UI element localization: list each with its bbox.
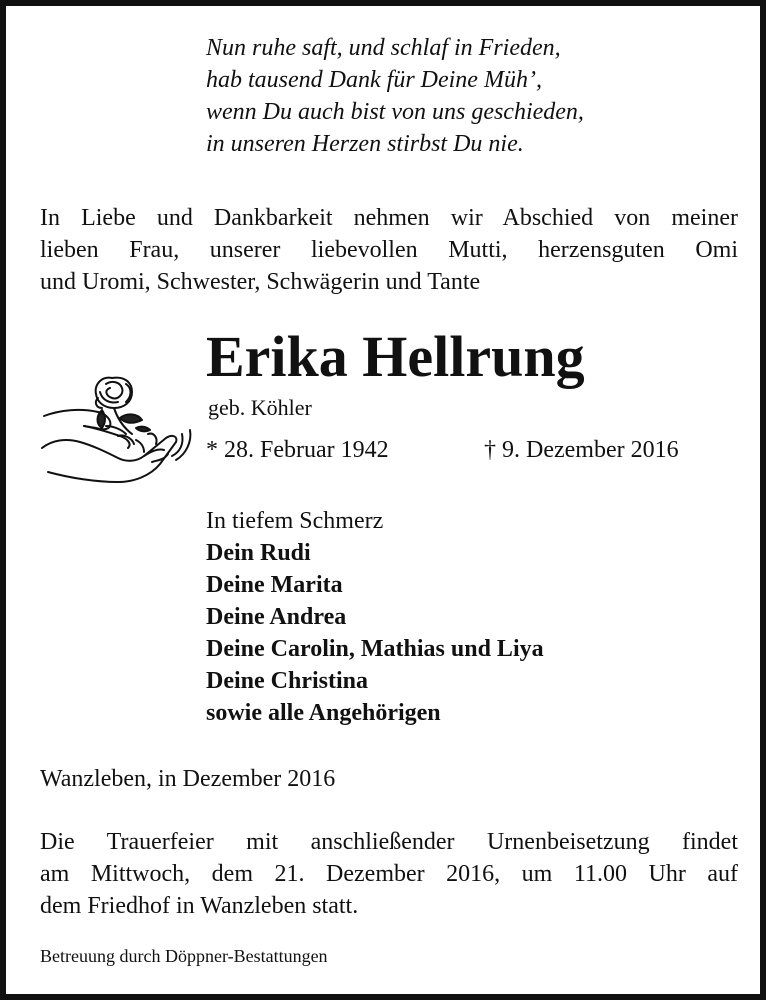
- farewell-text: [40, 202, 738, 298]
- service-line: dem Friedhof in Wanzleben statt.: [40, 893, 359, 919]
- farewell-line: und Uromi, Schwester, Schwägerin und Tante: [40, 269, 481, 295]
- rose-in-hands-icon: [40, 368, 196, 494]
- mourner-name: Deine Andrea: [206, 604, 347, 630]
- undertaker-credit: Betreuung durch Döppner-Bestattungen: [40, 946, 328, 966]
- mourner-name: sowie alle Angehörigen: [206, 700, 441, 726]
- deceased-name: Erika Hellrung: [206, 324, 585, 389]
- place-date: Wanzleben, in Dezember 2016: [40, 766, 336, 792]
- poem-line: wenn Du auch bist von uns geschieden,: [206, 99, 584, 125]
- farewell-line: In Liebe und Dankbarkeit nehmen wir Abschied von meiner: [40, 205, 738, 231]
- mourners-heading: In tiefem Schmerz: [206, 508, 384, 534]
- mourner-name: Dein Rudi: [206, 540, 311, 566]
- memorial-poem: [206, 32, 584, 160]
- poem-line: Nun ruhe saft, und schlaf in Frieden,: [206, 35, 561, 61]
- mourners-list: [206, 505, 544, 729]
- funeral-service-info: [40, 826, 738, 922]
- mourner-name: Deine Marita: [206, 572, 343, 598]
- mourner-name: Deine Carolin, Mathias und Liya: [206, 636, 544, 662]
- death-date: † 9. Dezember 2016: [484, 437, 679, 463]
- poem-line: hab tausend Dank für Deine Müh’,: [206, 67, 542, 93]
- birth-date: * 28. Februar 1942: [206, 437, 389, 463]
- poem-line: in unseren Herzen stirbst Du nie.: [206, 131, 524, 157]
- maiden-name: geb. Köhler: [208, 395, 312, 420]
- service-line: am Mittwoch, dem 21. Dezember 2016, um 11.00 Uhr auf: [40, 861, 738, 887]
- mourner-name: Deine Christina: [206, 668, 368, 694]
- service-line: Die Trauerfeier mit anschließender Urnenbeisetzung findet: [40, 829, 738, 855]
- farewell-line: lieben Frau, unserer liebevollen Mutti, herzensguten Omi: [40, 237, 738, 263]
